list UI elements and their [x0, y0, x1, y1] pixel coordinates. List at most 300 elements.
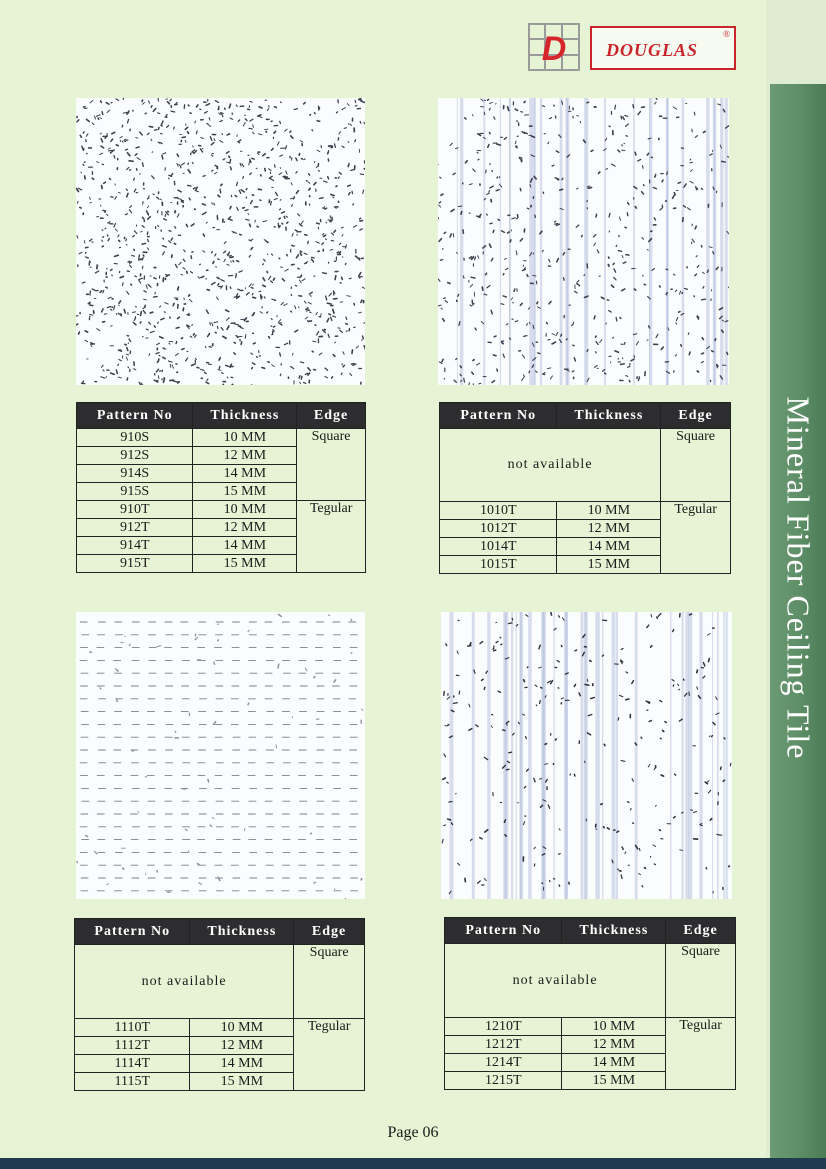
tile-speck: [134, 178, 135, 180]
tile-speck: [470, 305, 472, 306]
tile-speck: [625, 227, 627, 228]
tile-speck: [170, 361, 172, 362]
tile-speck: [621, 875, 622, 879]
tile-speck: [252, 158, 255, 159]
tile-speck: [139, 278, 143, 279]
tile-speck: [106, 287, 107, 288]
tile-speck: [515, 109, 517, 110]
tile-speck: [299, 376, 300, 378]
tile-speck: [302, 279, 305, 281]
tile-speck: [447, 782, 448, 783]
tile-speck: [572, 371, 574, 372]
tile-speck: [222, 134, 223, 135]
tile-speck: [594, 365, 597, 367]
tile-speck: [294, 109, 297, 110]
tile-speck: [541, 688, 542, 689]
tile-speck: [513, 302, 514, 303]
tile-speck: [708, 659, 709, 662]
tile-speck: [341, 373, 342, 374]
tile-speck: [520, 303, 522, 305]
tile-speck: [127, 348, 128, 351]
tile-speck: [241, 190, 244, 192]
tile-speck: [134, 318, 135, 320]
tile-speck: [326, 296, 327, 300]
tile-speck: [511, 298, 512, 300]
tile-speck: [163, 357, 165, 358]
not-available-cell: not available: [440, 429, 661, 502]
tile-speck: [649, 721, 651, 722]
tile-speck: [335, 276, 336, 280]
tile-speck: [166, 115, 167, 116]
tile-speck: [587, 679, 588, 681]
tile-speck: [143, 255, 144, 256]
tile-speck: [160, 199, 161, 200]
tile-speck: [594, 316, 595, 319]
tile-speck: [212, 155, 213, 156]
tile-speck: [306, 310, 310, 311]
header-edge: Edge: [294, 919, 365, 945]
tile-speck: [344, 128, 346, 129]
tile-speck: [197, 367, 199, 368]
tile-speck: [322, 243, 324, 244]
tile-speck: [95, 851, 97, 854]
tile-speck: [484, 878, 486, 880]
tile-speck: [487, 214, 488, 215]
tile-speck: [176, 327, 179, 328]
tile-speck: [342, 235, 343, 237]
tile-speck: [139, 259, 141, 260]
tile-speck: [325, 208, 327, 209]
tile-speck: [465, 118, 466, 119]
tile-speck: [189, 713, 190, 715]
tile-speck: [702, 353, 704, 354]
tile-speck: [666, 201, 667, 202]
tile-speck: [280, 102, 281, 103]
tile-speck: [594, 243, 596, 246]
tile-speck: [223, 336, 226, 338]
tile-speck: [85, 331, 87, 332]
tile-speck: [144, 299, 147, 300]
tile-speck: [708, 790, 710, 793]
tile-speck: [94, 116, 95, 119]
tile-speck: [314, 882, 315, 883]
tile-speck: [122, 125, 123, 127]
tile-speck: [591, 697, 595, 698]
pattern-cell: 910T: [77, 501, 193, 519]
tile-stripe: [541, 612, 544, 899]
tile-speck: [722, 330, 723, 332]
tile-speck: [608, 265, 609, 266]
tile-speck: [195, 190, 198, 191]
tile-speck: [475, 257, 476, 260]
tile-speck: [189, 295, 190, 296]
tile-speck: [308, 182, 309, 183]
tile-speck: [127, 119, 128, 123]
tile-speck: [673, 274, 675, 275]
tile-speck: [353, 225, 356, 227]
tile-speck: [690, 159, 691, 160]
tile-speck: [296, 158, 297, 161]
tile-speck: [226, 152, 229, 154]
tile-speck: [151, 106, 152, 108]
tile-speck: [524, 102, 525, 103]
tile-speck: [348, 163, 349, 167]
tile-speck: [688, 333, 689, 335]
tile-speck: [469, 383, 470, 385]
tile-speck: [162, 155, 163, 159]
tile-speck: [469, 184, 472, 185]
tile-speck: [555, 221, 556, 222]
tile-speck: [271, 281, 273, 282]
tile-stripe: [612, 612, 616, 899]
tile-speck: [646, 701, 650, 702]
tile-speck: [85, 176, 86, 179]
tile-speck: [672, 680, 674, 681]
tile-speck: [493, 230, 494, 232]
tile-speck: [679, 312, 680, 313]
tile-speck: [220, 189, 221, 193]
tile-speck: [625, 852, 626, 854]
tile-speck: [331, 317, 332, 320]
tile-speck: [310, 833, 311, 834]
tile-speck: [514, 289, 515, 291]
tile-speck: [577, 188, 579, 189]
tile-speck: [648, 764, 650, 767]
tile-speck: [449, 802, 452, 803]
tile-speck: [312, 351, 313, 352]
tile-speck: [342, 108, 345, 110]
tile-speck: [210, 137, 211, 141]
tile-speck: [264, 240, 265, 241]
tile-speck: [615, 351, 618, 352]
tile-speck: [316, 312, 317, 314]
tile-speck: [97, 265, 98, 266]
tile-speck: [492, 381, 495, 383]
thickness-cell: 10 MM: [193, 501, 297, 519]
tile-speck: [689, 614, 691, 615]
tile-speck: [537, 302, 538, 303]
tile-speck: [224, 259, 226, 261]
tile-speck: [165, 303, 169, 305]
tile-speck: [334, 230, 335, 232]
tile-speck: [218, 259, 219, 260]
thickness-cell: 10 MM: [193, 429, 297, 447]
thickness-cell: 12 MM: [193, 447, 297, 465]
tile-speck: [89, 261, 90, 262]
tile-speck: [496, 103, 497, 104]
tile-speck: [305, 668, 307, 671]
tile-speck: [102, 186, 103, 189]
tile-speck: [328, 615, 330, 616]
tile-speck: [550, 118, 552, 119]
tile-speck: [696, 187, 697, 190]
tile-speck: [237, 182, 238, 185]
tile-speck: [447, 697, 450, 699]
tile-speck: [134, 231, 136, 233]
tile-speck: [153, 109, 155, 112]
spec-table-3: [74, 918, 365, 1091]
tile-speck: [656, 334, 658, 337]
tile-speck: [273, 278, 274, 280]
tile-speck: [103, 290, 104, 292]
pattern-cell: 1115T: [75, 1073, 190, 1091]
tile-speck: [243, 123, 245, 126]
tile-speck: [506, 769, 509, 770]
tile-speck: [453, 173, 455, 174]
tile-speck: [609, 311, 612, 312]
tile-speck: [457, 651, 458, 654]
tile-speck: [298, 214, 300, 216]
header-edge: Edge: [661, 403, 731, 429]
tile-speck: [647, 250, 648, 251]
tile-speck: [185, 829, 187, 830]
tile-speck: [310, 295, 311, 296]
tile-speck: [516, 147, 517, 148]
tile-speck: [323, 235, 325, 236]
tile-speck: [319, 353, 322, 355]
tile-speck: [702, 338, 703, 340]
tile-speck: [478, 881, 481, 883]
tile-speck: [690, 170, 692, 172]
thickness-cell: 14 MM: [557, 538, 661, 556]
tile-speck: [228, 217, 230, 219]
tile-speck: [703, 287, 704, 289]
tile-speck: [163, 348, 165, 349]
tile-speck: [274, 107, 276, 108]
tile-speck: [90, 239, 93, 241]
tile-speck: [517, 121, 518, 122]
tile-speck: [188, 132, 189, 133]
tile-speck: [119, 240, 120, 241]
tile-speck: [168, 361, 169, 362]
tile-speck: [477, 152, 478, 153]
tile-speck: [127, 111, 129, 114]
tile-speck: [496, 641, 498, 642]
tile-speck: [591, 150, 593, 151]
tile-speck: [444, 754, 445, 756]
tile-speck: [163, 153, 166, 154]
tile-speck: [272, 299, 275, 300]
tile-speck: [158, 142, 159, 143]
tile-speck: [620, 364, 624, 365]
tile-speck: [694, 112, 695, 115]
tile-speck: [147, 198, 149, 199]
tile-speck: [623, 262, 625, 263]
tile-speck: [484, 757, 487, 759]
tile-speck: [294, 197, 295, 199]
tile-speck: [310, 114, 311, 115]
tile-speck: [169, 343, 170, 344]
tile-speck: [279, 323, 282, 325]
tile-speck: [526, 615, 528, 617]
thickness-cell: 15 MM: [557, 556, 661, 574]
tile-speck: [85, 836, 87, 837]
tile-speck: [680, 850, 683, 851]
tile-speck: [524, 786, 526, 788]
tile-speck: [128, 343, 129, 344]
tile-speck: [526, 737, 527, 739]
tile-speck: [258, 153, 259, 154]
tile-speck: [139, 280, 141, 283]
tile-speck: [179, 262, 182, 265]
tile-speck: [312, 130, 313, 131]
tile-speck: [328, 177, 329, 179]
tile-speck: [186, 358, 188, 361]
tile-speck: [253, 125, 254, 128]
pattern-cell: 912T: [77, 519, 193, 537]
pattern-cell: 915T: [77, 555, 193, 573]
tile-speck: [324, 181, 327, 182]
tile-stripe: [685, 612, 689, 899]
tile-speck: [126, 357, 127, 360]
tile-speck: [695, 274, 697, 275]
tile-speck: [263, 285, 266, 286]
tile-speck: [556, 332, 558, 335]
tile-speck: [164, 312, 165, 313]
tile-speck: [685, 289, 688, 290]
tile-speck: [212, 323, 213, 326]
tile-speck: [279, 173, 282, 175]
tile-speck: [524, 336, 527, 337]
tile-speck: [246, 189, 247, 190]
tile-speck: [106, 214, 108, 215]
tile-speck: [100, 118, 101, 119]
tile-speck: [605, 373, 606, 374]
tile-speck: [655, 102, 657, 104]
tile-speck: [527, 324, 528, 326]
tile-speck: [119, 359, 122, 360]
tile-speck: [326, 239, 327, 240]
tile-speck: [482, 287, 483, 290]
tile-speck: [257, 357, 258, 358]
tile-speck: [299, 280, 301, 283]
tile-speck: [442, 359, 443, 362]
tile-speck: [364, 323, 365, 324]
tile-speck: [703, 131, 705, 132]
tile-speck: [333, 309, 334, 313]
tile-speck: [131, 284, 132, 285]
tile-speck: [332, 377, 333, 378]
tile-speck: [702, 272, 704, 273]
tile-speck: [133, 312, 136, 313]
tile-speck: [158, 113, 160, 114]
tile-speck: [298, 307, 299, 308]
table-row: [440, 502, 731, 520]
tile-speck: [150, 312, 153, 313]
tile-speck: [234, 297, 237, 298]
tile-texture: [438, 98, 729, 385]
tile-speck: [126, 214, 128, 215]
tile-speck: [183, 268, 185, 270]
tile-speck: [196, 105, 198, 107]
tile-speck: [590, 660, 591, 661]
tile-speck: [106, 103, 109, 105]
tile-speck: [129, 265, 131, 267]
tile-speck: [143, 307, 145, 308]
tile-texture: [76, 98, 365, 385]
tile-speck: [218, 370, 221, 371]
tile-speck: [615, 105, 616, 109]
tile-speck: [193, 188, 195, 189]
tile-speck: [506, 324, 508, 325]
tile-speck: [660, 700, 662, 701]
tile-speck: [496, 622, 497, 623]
tile-speck: [286, 171, 287, 174]
tile-speck: [477, 363, 480, 365]
tile-speck: [251, 248, 253, 250]
not-available-cell: not available: [445, 944, 666, 1018]
tile-speck: [195, 335, 196, 337]
tile-speck: [143, 217, 144, 219]
tile-speck: [488, 145, 489, 148]
tile-speck: [666, 269, 668, 270]
tile-speck: [101, 146, 104, 148]
tile-speck: [453, 703, 457, 704]
tile-speck: [143, 310, 145, 313]
tile-speck: [170, 364, 171, 367]
tile-speck: [269, 169, 271, 171]
tile-speck: [446, 644, 447, 645]
tile-speck: [596, 215, 597, 217]
tile-speck: [115, 197, 117, 200]
tile-speck: [245, 210, 248, 211]
tile-speck: [532, 136, 535, 137]
tile-speck: [178, 190, 181, 192]
tile-speck: [184, 250, 186, 252]
tile-speck: [215, 101, 218, 103]
tile-speck: [697, 670, 698, 673]
tile-speck: [478, 134, 481, 136]
tile-speck: [490, 186, 493, 188]
tile-speck: [291, 183, 292, 185]
tile-speck: [100, 133, 101, 134]
tile-speck: [575, 650, 577, 651]
tile-speck: [476, 725, 478, 727]
tile-speck: [218, 284, 219, 285]
tile-speck: [721, 767, 722, 769]
tile-speck: [438, 305, 441, 306]
tile-speck: [188, 851, 189, 853]
tile-speck: [516, 251, 517, 255]
tile-speck: [595, 336, 596, 337]
tile-speck: [621, 116, 622, 119]
tile-speck: [199, 883, 202, 884]
tile-stripe: [725, 612, 727, 899]
tile-speck: [255, 220, 256, 222]
tile-speck: [465, 161, 467, 163]
tile-speck: [249, 128, 252, 129]
tile-speck: [325, 377, 328, 378]
tile-speck: [250, 173, 251, 174]
tile-speck: [139, 382, 140, 384]
tile-speck: [135, 154, 137, 156]
tile-speck: [723, 780, 724, 781]
tile-speck: [287, 222, 288, 223]
tile-speck: [83, 132, 84, 133]
tile-speck: [627, 802, 629, 803]
tile-speck: [108, 222, 110, 223]
tile-speck: [328, 334, 329, 337]
tile-speck: [196, 187, 197, 189]
tile-speck: [601, 804, 603, 805]
tile-speck: [317, 332, 319, 335]
tile-speck: [440, 177, 441, 178]
pattern-cell: 1015T: [440, 556, 557, 574]
tile-speck: [291, 367, 294, 369]
tile-speck: [214, 322, 218, 323]
tile-speck: [626, 672, 628, 673]
tile-speck: [507, 725, 508, 726]
